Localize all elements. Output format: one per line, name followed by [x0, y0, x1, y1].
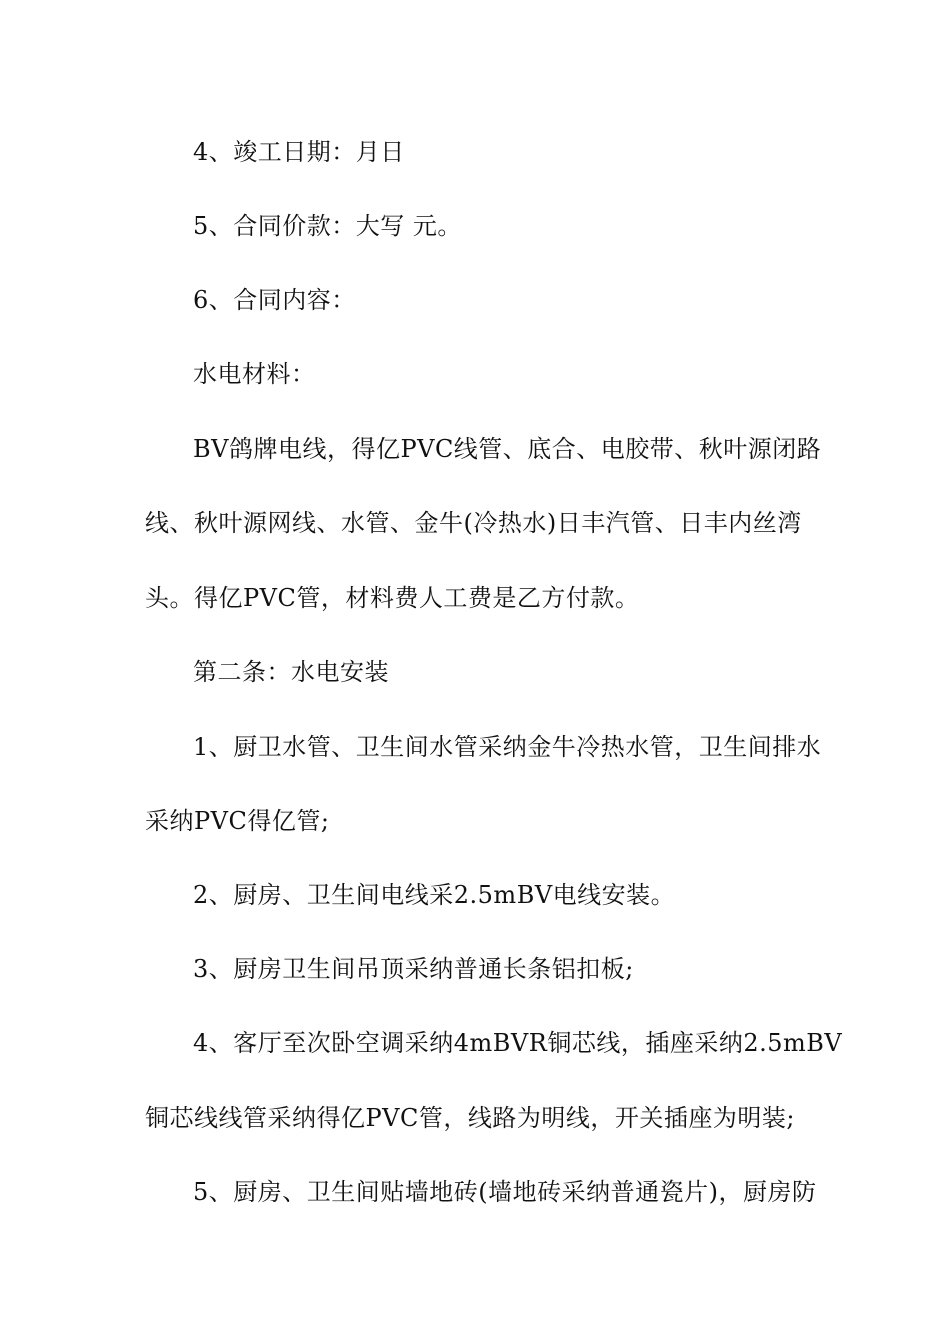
completion-date-line: 4、竣工日期：月日: [193, 138, 405, 166]
materials-paragraph-line-1: BV鸽牌电线，得亿PVC线管、底合、电胶带、秋叶源闭路: [193, 435, 822, 463]
contract-content-line: 6、合同内容：: [193, 286, 356, 314]
item-5-line-1: 5、厨房、卫生间贴墙地砖(墙地砖采纳普通瓷片)，厨房防: [193, 1178, 817, 1206]
article-two-heading: 第二条：水电安装: [193, 658, 389, 686]
materials-paragraph-line-3: 头。得亿PVC管，材料费人工费是乙方付款。: [145, 584, 640, 612]
item-2-line: 2、厨房、卫生间电线采2.5mBV电线安装。: [193, 881, 676, 909]
materials-heading: 水电材料：: [193, 360, 316, 388]
item-4-line-1: 4、客厅至次卧空调采纳4mBVR铜芯线，插座采纳2.5mBV: [193, 1029, 843, 1057]
item-1-line-2: 采纳PVC得亿管;: [145, 807, 330, 835]
item-4-line-2: 铜芯线线管采纳得亿PVC管，线路为明线，开关插座为明装;: [145, 1104, 795, 1132]
item-1-line-1: 1、厨卫水管、卫生间水管采纳金牛冷热水管，卫生间排水: [193, 733, 822, 761]
item-3-line: 3、厨房卫生间吊顶采纳普通长条铝扣板;: [193, 955, 634, 983]
materials-paragraph-line-2: 线、秋叶源网线、水管、金牛(冷热水)日丰汽管、日丰内丝湾: [145, 509, 802, 537]
contract-price-line: 5、合同价款：大写 元。: [193, 212, 462, 240]
